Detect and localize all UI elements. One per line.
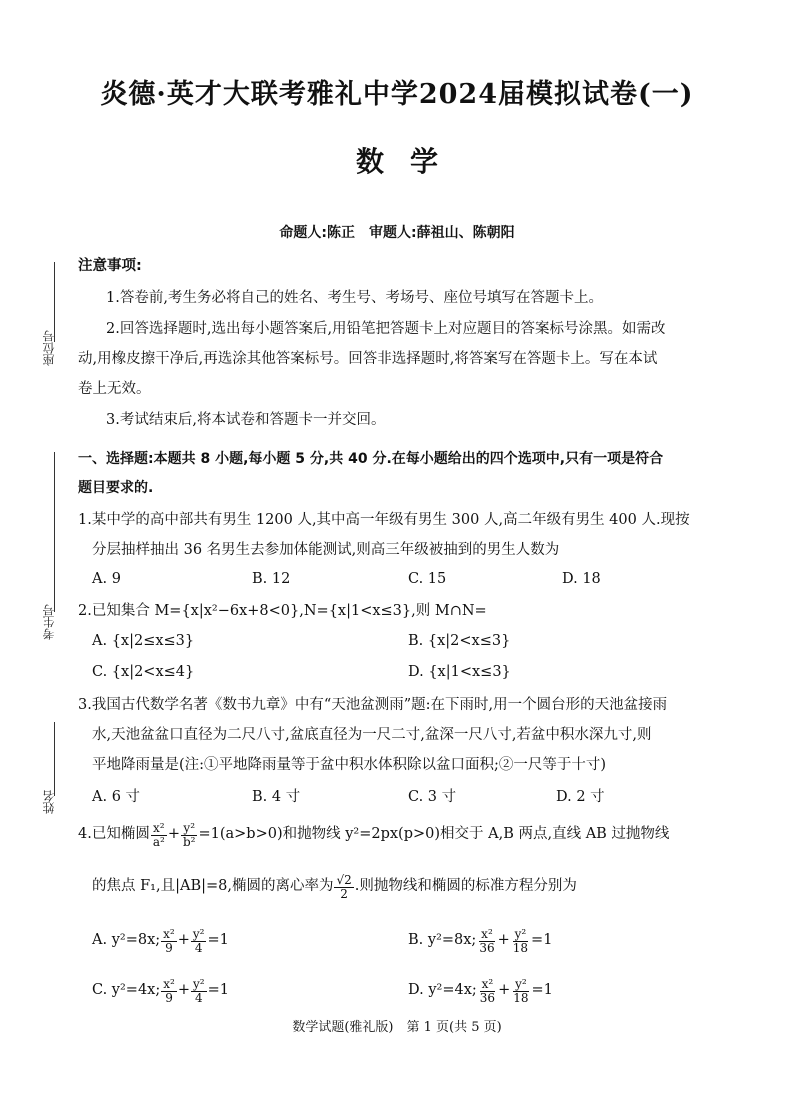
page-footer: 数学试题(雅礼版) 第 1 页(共 5 页) — [292, 1020, 502, 1035]
q4-option-c: C. y²=4x; $\frac{\text{x²}}{9}$ + $\frac{\text{y²}}{4}$ =1 — [92, 977, 229, 1005]
paper-title: 炎德·英才大联考雅礼中学2024届模拟试卷(一) — [100, 79, 694, 110]
q4-stem: 4.已知椭圆 $\frac{\text{x²}}{\text{a²}}$ + $\frac{\text{y²}}{\text{b²}}$ =1(a>b>0)和抛物线 y²=2px(p>0)相交于 A,B 两点,直线 AB 过抛物线 — [78, 821, 670, 849]
exam-no-label: 考生号 — [42, 604, 56, 640]
q1-stem: 1.某中学的高中部共有男生 1200 人,其中高一年级有男生 300 人,高二年级有男生 400 人.现按 — [78, 512, 690, 528]
q1-option-d: D. 18 — [562, 571, 601, 587]
q4-mid: =1(a>b>0)和抛物线 y²=2px(p>0)相交于 A,B 两点,直线 AB 过抛物线 — [198, 826, 670, 843]
q1-option-c: C. 15 — [408, 571, 447, 587]
q1-option-a: A. 9 — [92, 571, 121, 587]
q3-stem-cont: 水,天池盆盆口直径为二尺八寸,盆底直径为一尺二寸,盆深一尺八寸,若盆中积水深九寸,则 — [92, 727, 652, 743]
notice-item-2-cont: 动,用橡皮擦干净后,再选涂其他答案标号。回答非选择题时,将答案写在答题卡上。写在本试 — [78, 351, 658, 367]
q4-option-a: A. y²=8x; $\frac{\text{x²}}{9}$ + $\frac{\text{y²}}{4}$ =1 — [92, 927, 229, 955]
q3-stem: 3.我国古代数学名著《数书九章》中有“天池盆测雨”题:在下雨时,用一个圆台形的天池盆接雨 — [78, 697, 668, 713]
q2-stem: 2.已知集合 M={x|x²−6x+8<0},N={x|1<x≤3},则 M∩N= — [78, 603, 487, 619]
q3-option-b: B. 4 寸 — [252, 789, 301, 805]
notice-item-2-end: 卷上无效。 — [78, 381, 151, 397]
q4-option-d: D. y²=4x; $\frac{\text{x²}}{36}$ + $\frac{\text{y²}}{18}$ =1 — [408, 977, 553, 1005]
ellipse-y-fraction: $\frac{\text{y²}}{\text{b²}}$ — [182, 821, 196, 849]
q2-option-b: B. {x|2<x≤3} — [408, 633, 511, 649]
notice-heading: 注意事项: — [78, 258, 142, 274]
q3-option-d: D. 2 寸 — [556, 789, 605, 805]
eccentricity-fraction: $\frac{√2}{2}$ — [336, 873, 352, 901]
exam-no-line — [54, 452, 55, 612]
subject-title: 数学 — [355, 145, 464, 178]
q4-prefix: 4.已知椭圆 — [78, 826, 150, 843]
q3-stem-end: 平地降雨量是(注:①平地降雨量等于盆中积水体积除以盆口面积;②一尺等于十寸) — [92, 757, 607, 773]
name-label: 姓名 — [42, 790, 56, 814]
q4-stem-cont: 的焦点 F₁,且|AB|=8,椭圆的离心率为 $\frac{√2}{2}$ .则抛物线和椭圆的标准方程分别为 — [92, 873, 577, 901]
q1-option-b: B. 12 — [252, 571, 291, 587]
authors-line: 命题人:陈正 审题人:薛祖山、陈朝阳 — [279, 225, 515, 241]
notice-item-1: 1.答卷前,考生务必将自己的姓名、考生号、考场号、座位号填写在答题卡上。 — [106, 290, 603, 306]
notice-item-2: 2.回答选择题时,选出每小题答案后,用铅笔把答题卡上对应题目的答案标号涂黑。如需改 — [106, 321, 666, 337]
q2-option-c: C. {x|2<x≤4} — [92, 664, 195, 680]
q2-option-a: A. {x|2≤x≤3} — [92, 633, 195, 649]
q1-stem-cont: 分层抽样抽出 36 名男生去参加体能测试,则高三年级被抽到的男生人数为 — [92, 542, 560, 558]
seat-label: 座位号 — [42, 330, 56, 366]
name-line — [54, 722, 55, 796]
section-heading-cont: 题目要求的. — [78, 480, 154, 496]
q2-option-d: D. {x|1<x≤3} — [408, 664, 511, 680]
notice-item-3: 3.考试结束后,将本试卷和答题卡一并交回。 — [106, 412, 386, 428]
section-heading: 一、选择题:本题共 8 小题,每小题 5 分,共 40 分.在每小题给出的四个选项中,只有一项是符合 — [78, 451, 664, 467]
q4-option-b: B. y²=8x; $\frac{\text{x²}}{36}$ + $\frac{\text{y²}}{18}$ =1 — [408, 927, 553, 955]
ellipse-x-fraction: $\frac{\text{x²}}{\text{a²}}$ — [152, 821, 165, 849]
q3-option-c: C. 3 寸 — [408, 789, 457, 805]
q3-option-a: A. 6 寸 — [92, 789, 141, 805]
